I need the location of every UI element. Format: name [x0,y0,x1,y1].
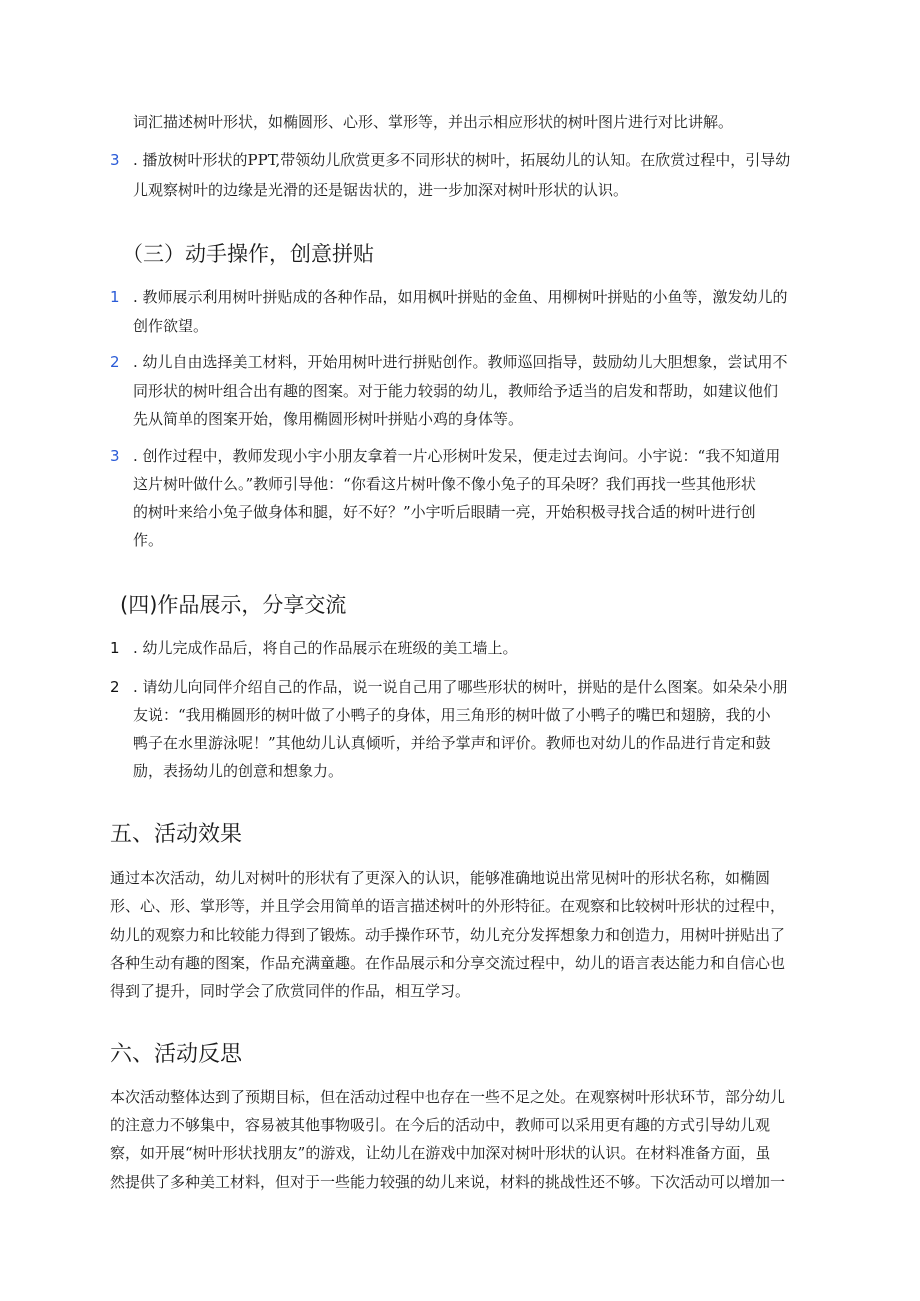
list-item-line: . 幼儿自由选择美工材料，开始用树叶进行拼贴创作。教师巡回指导，鼓励幼儿大胆想象，尝试用不 [133,353,788,371]
list-item-line: . 幼儿完成作品后，将自己的作品展示在班级的美工墙上。 [133,639,518,657]
paragraph-line: 幼儿的观察力和比较能力得到了锻炼。动手操作环节，幼儿充分发挥想象力和创造力，用树叶拼贴出了 [110,926,786,944]
paragraph-line: 词汇描述树叶形状，如椭圆形、心形、掌形等，并出示相应形状的树叶图片进行对比讲解。 [133,113,734,131]
list-item-line: 作。 [133,531,164,549]
paragraph-line: 然提供了多种美工材料，但对于一些能力较强的幼儿来说，材料的挑战性还不够。下次活动可以增加一 [110,1173,786,1191]
list-item-line: 这片树叶做什么。”教师引导他：“你看这片树叶像不像小兔子的耳朵呀？我们再找一些其他形状 [133,475,756,493]
paragraph-line: 各种生动有趣的图案，作品充满童趣。在作品展示和分享交流过程中，幼儿的语言表达能力和自信心也 [110,954,786,972]
list-number: 1 [110,639,120,657]
list-number: 2 [110,353,120,371]
list-item-line: 儿观察树叶的边缘是光滑的还是锯齿状的，进一步加深对树叶形状的认识。 [133,181,629,199]
list-item-line: 励，表扬幼儿的创意和想象力。 [133,762,344,780]
list-item-line: 鸭子在水里游泳呢！”其他幼儿认真倾听，并给予掌声和评价。教师也对幼儿的作品进行肯定和鼓 [133,734,771,752]
list-item-line: 创作欲望。 [133,317,209,335]
paragraph-line: 通过本次活动，幼儿对树叶的形状有了更深入的认识，能够准确地说出常见树叶的形状名称，如椭圆 [110,869,771,887]
paragraph-line: 本次活动整体达到了预期目标，但在活动过程中也存在一些不足之处。在观察树叶形状环节，部分幼儿 [110,1088,786,1106]
list-number: 1 [110,288,120,306]
list-item-line: . 播放树叶形状的PPT,带领幼儿欣赏更多不同形状的树叶，拓展幼儿的认知。在欣赏过程中，引导幼 [133,151,791,169]
list-item-line: 的树叶来给小兔子做身体和腿，好不好？”小宇听后眼睛一亮，开始积极寻找合适的树叶进行创 [133,503,756,521]
list-number: 2 [110,678,120,696]
list-item-line: . 教师展示利用树叶拼贴成的各种作品，如用枫叶拼贴的金鱼、用柳树叶拼贴的小鱼等，激发幼儿的 [133,288,788,306]
list-number: 3 [110,447,120,465]
section-heading: (四)作品展示，分享交流 [120,593,347,617]
paragraph-line: 察，如开展“树叶形状找朋友”的游戏，让幼儿在游戏中加深对树叶形状的认识。在材料准备方面，虽 [110,1144,771,1162]
list-item-line: . 创作过程中，教师发现小宇小朋友拿着一片心形树叶发呆，便走过去询问。小宇说：“我不知道用 [133,447,781,465]
list-number: 3 [110,151,120,169]
list-item-line: 同形状的树叶组合出有趣的图案。对于能力较弱的幼儿，教师给予适当的启发和帮助，如建议他们 [133,382,779,400]
list-item-line: . 请幼儿向同伴介绍自己的作品，说一说自己用了哪些形状的树叶，拼贴的是什么图案。如朵朵小朋 [133,678,788,696]
section-heading: （三）动手操作，创意拼贴 [122,242,374,266]
list-item-line: 先从简单的图案开始，像用椭圆形树叶拼贴小鸡的身体等。 [133,410,524,428]
chapter-heading: 六、活动反思 [110,1042,243,1067]
paragraph-line: 形、心、形、掌形等，并且学会用简单的语言描述树叶的外形特征。在观察和比较树叶形状的过程中， [110,897,786,915]
list-item-line: 友说：“我用椭圆形的树叶做了小鸭子的身体，用三角形的树叶做了小鸭子的嘴巴和翅膀，我的小 [133,706,771,724]
paragraph-line: 的注意力不够集中，容易被其他事物吸引。在今后的活动中，教师可以采用更有趣的方式引导幼儿观 [110,1116,771,1134]
chapter-heading: 五、活动效果 [110,822,243,847]
paragraph-line: 得到了提升，同时学会了欣赏同伴的作品，相互学习。 [110,982,471,1000]
